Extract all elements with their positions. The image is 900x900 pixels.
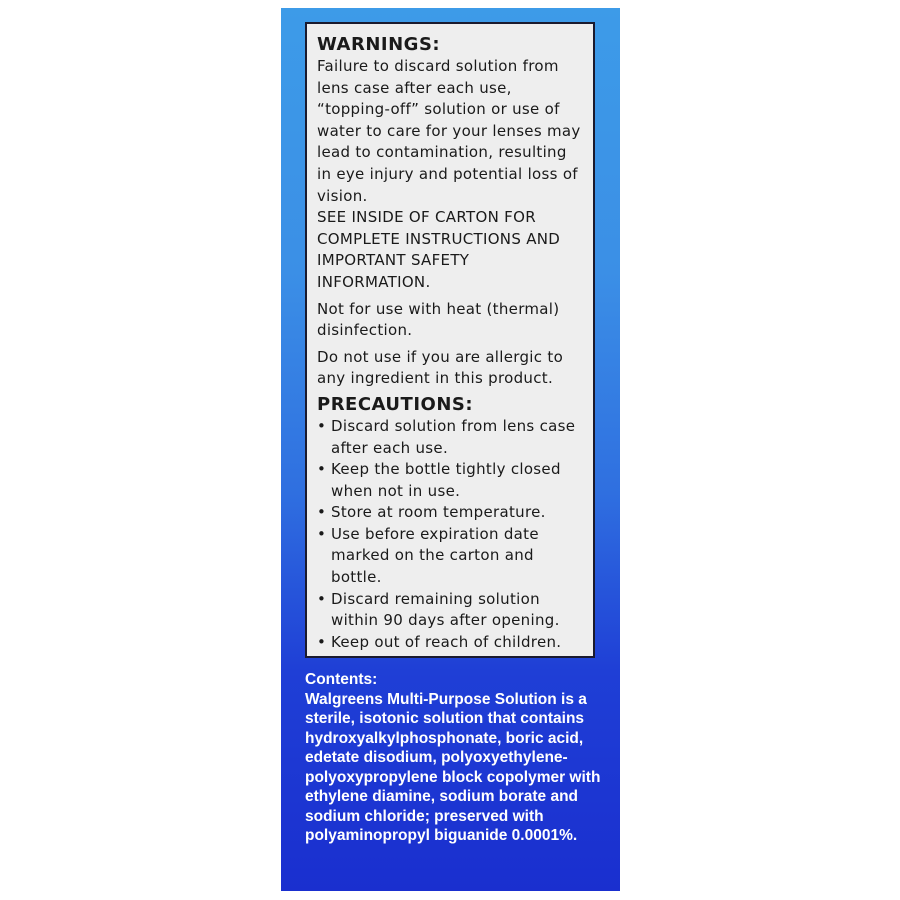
warnings-paragraph-contamination: Failure to discard solution from lens case after each use, “topping-off” solution or use of water to care for your lenses may lead to contamination, resulting in eye injury and potential loss of vision.	[317, 57, 581, 205]
bullet-icon: •	[317, 524, 327, 543]
bullet-icon: •	[317, 632, 327, 651]
contents-section	[305, 670, 605, 846]
precaution-item: • Keep out of reach of children.	[317, 632, 583, 654]
precaution-item: • Discard remaining solution within 90 days after opening.	[317, 589, 560, 630]
precaution-item: • Keep the bottle tightly closed when not in use.	[317, 460, 561, 500]
bullet-icon: •	[317, 460, 327, 479]
warnings-paragraph-allergy: Do not use if you are allergic to any ingredient in this product.	[317, 347, 564, 388]
precaution-item: • Use before expiration date marked on the carton and bottle.	[317, 524, 539, 587]
bullet-icon: •	[317, 503, 327, 522]
carton-side-panel	[281, 8, 620, 891]
bullet-icon: •	[317, 416, 327, 435]
precautions-list	[317, 416, 583, 654]
warnings-heading: WARNINGS:	[317, 34, 441, 55]
precaution-item: • Discard solution from lens case after each use.	[317, 416, 576, 457]
contents-heading: Contents:	[305, 671, 378, 688]
contents-body: Walgreens Multi-Purpose Solution is a sterile, isotonic solution that contains hydroxyalkylphosphonate, boric acid, edetate disodium, polyoxyethylene-polyoxypropylene block copolymer with ethylene diamine, sodium borate and sodium chloride; preserved with polyaminopropyl biguanide 0.0001%.	[305, 690, 601, 844]
precautions-heading: PRECAUTIONS:	[317, 393, 474, 415]
warnings-paragraph-see-inside: SEE INSIDE OF CARTON FOR COMPLETE INSTRUCTIONS AND IMPORTANT SAFETY INFORMATION.	[317, 208, 561, 291]
warnings-box	[305, 22, 595, 658]
warnings-paragraph-thermal: Not for use with heat (thermal) disinfection.	[317, 299, 560, 340]
bullet-icon: •	[317, 589, 327, 608]
precaution-item: • Store at room temperature.	[317, 502, 583, 524]
